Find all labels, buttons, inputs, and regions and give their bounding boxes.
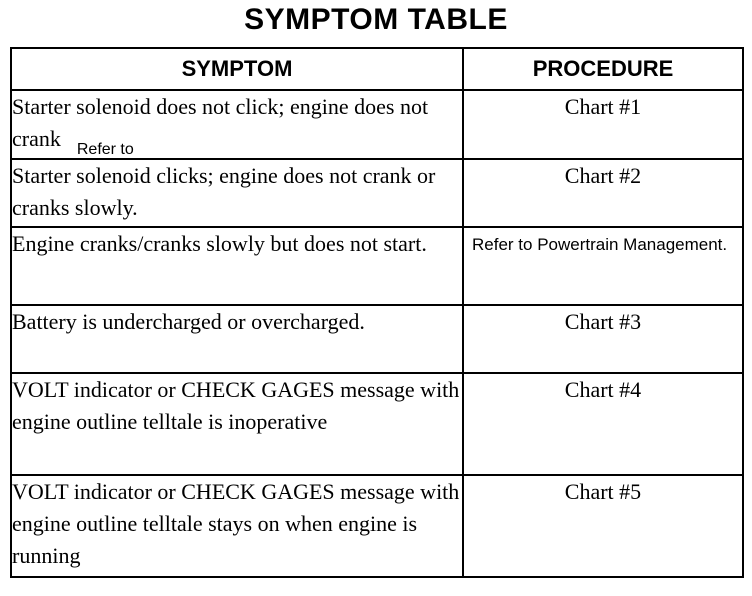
symptom-cell: Engine cranks/cranks slowly but does not start. bbox=[11, 227, 463, 305]
symptom-cell: VOLT indicator or CHECK GAGES message with engine outline telltale is inoperative bbox=[11, 373, 463, 475]
symptom-table bbox=[10, 47, 744, 578]
table-row bbox=[11, 227, 743, 305]
table-row bbox=[11, 305, 743, 373]
table-row bbox=[11, 373, 743, 475]
table-row bbox=[11, 475, 743, 577]
table-row bbox=[11, 90, 743, 159]
symptom-cell: VOLT indicator or CHECK GAGES message with engine outline telltale stays on when engine is running bbox=[11, 475, 463, 577]
symptom-cell: Battery is undercharged or overcharged. bbox=[11, 305, 463, 373]
symptom-note: Refer to bbox=[76, 141, 134, 158]
procedure-cell: Chart #3 bbox=[463, 305, 743, 373]
procedure-cell: Chart #1 bbox=[463, 90, 743, 159]
column-header-symptom: SYMPTOM bbox=[11, 48, 463, 90]
symptom-cell bbox=[11, 90, 463, 159]
table-row bbox=[11, 159, 743, 227]
column-header-procedure: PROCEDURE bbox=[463, 48, 743, 90]
procedure-cell: Chart #4 bbox=[463, 373, 743, 475]
procedure-cell: Chart #5 bbox=[463, 475, 743, 577]
page-title: SYMPTOM TABLE bbox=[244, 3, 508, 36]
symptom-text: Starter solenoid does not click; engine does not crank bbox=[12, 94, 429, 151]
procedure-cell: Refer to Powertrain Management. bbox=[463, 227, 743, 305]
symptom-cell: Starter solenoid clicks; engine does not crank or cranks slowly. bbox=[11, 159, 463, 227]
procedure-cell: Chart #2 bbox=[463, 159, 743, 227]
table-header-row bbox=[11, 48, 743, 90]
